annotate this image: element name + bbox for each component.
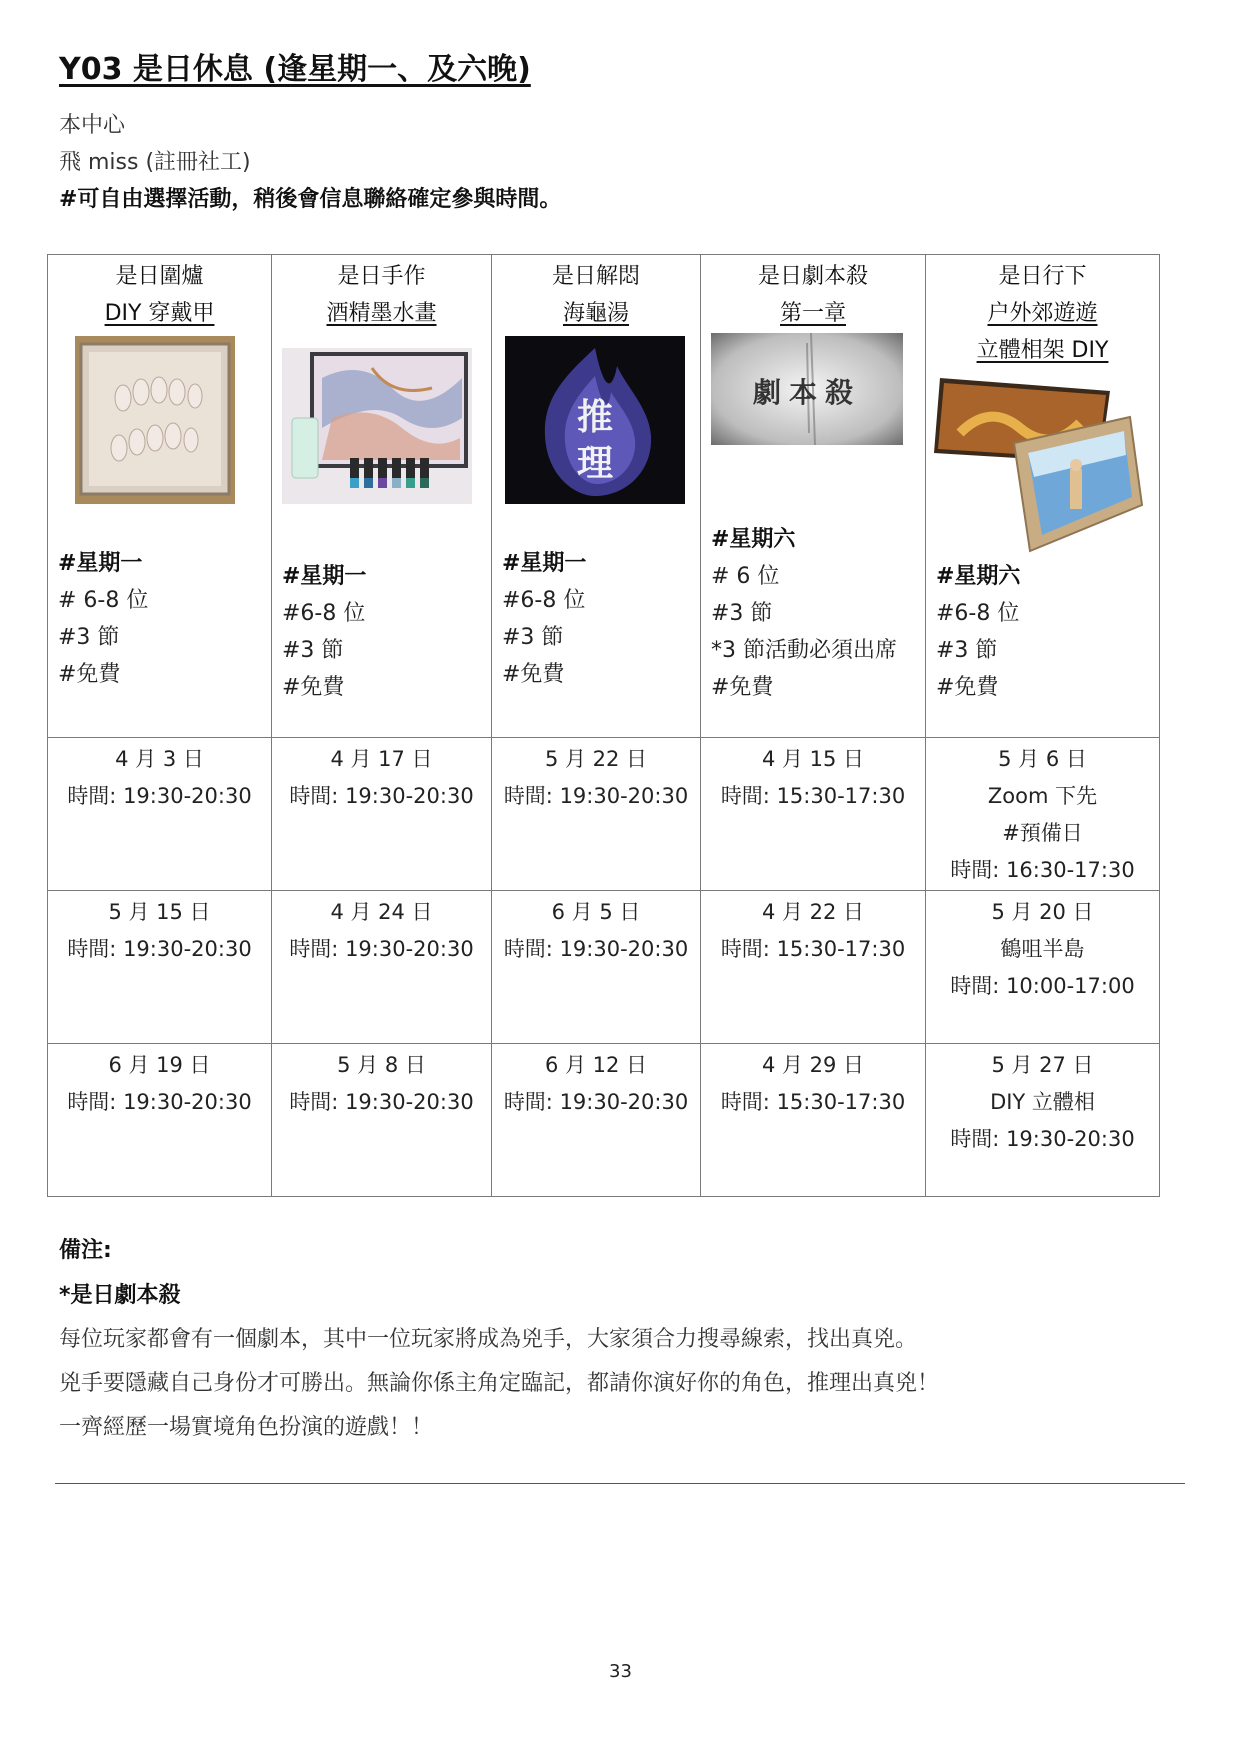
session-row: [48, 1044, 1160, 1197]
activity-subtitle: 户外郊遊遊: [987, 301, 1098, 326]
tag-day: #星期一: [58, 551, 143, 576]
session-date: 4 月 24 日: [330, 900, 433, 924]
session-time: 時間: 10:00-17:00: [950, 974, 1135, 998]
staff-text: 飛 miss (註冊社工): [59, 150, 251, 175]
session-date: 4 月 3 日: [115, 747, 204, 771]
activity-tags: [58, 545, 148, 693]
session-cell: [492, 891, 701, 1044]
session-date: 5 月 15 日: [108, 900, 211, 924]
selection-note: #可自由選擇活動，稍後會信息聯絡確定參與時間。: [59, 187, 562, 212]
activity-tags: [282, 558, 366, 706]
activity-category: 是日手作: [337, 264, 426, 289]
session-date: 4 月 17 日: [330, 747, 433, 771]
tag-day: #星期一: [282, 564, 367, 589]
session-date: 5 月 27 日: [991, 1053, 1094, 1077]
activity-schedule-table: [47, 254, 1160, 1197]
session-date: 5 月 8 日: [337, 1053, 426, 1077]
tag-sessions: #3 節: [282, 638, 344, 663]
session-date: 6 月 12 日: [544, 1053, 648, 1077]
activity-cell-nails: [48, 255, 272, 738]
session-cell: [492, 738, 701, 891]
session-detail: Zoom 下先: [987, 784, 1098, 808]
tag-capacity: #6-8 位: [282, 601, 366, 626]
session-cell: [272, 738, 492, 891]
session-time: 時間: 15:30-17:30: [720, 1090, 906, 1114]
page-number: 33: [609, 1661, 632, 1682]
session-row: [48, 738, 1160, 891]
tag-sessions: #3 節: [502, 625, 564, 650]
3d-photo-frame-photo: [930, 373, 1144, 557]
session-date: 5 月 22 日: [544, 747, 648, 771]
activity-category: 是日解悶: [551, 264, 640, 289]
session-time: 時間: 19:30-20:30: [503, 784, 689, 808]
activity-subtitle: 酒精墨水畫: [326, 301, 437, 326]
activity-cell-outing: [926, 255, 1160, 738]
session-cell: [48, 891, 272, 1044]
session-time: 時間: 19:30-20:30: [950, 1127, 1135, 1151]
logo-char: 推: [576, 396, 613, 438]
logo-char: 理: [576, 442, 613, 484]
session-cell: [492, 1044, 701, 1197]
tag-fee: #免費: [58, 662, 121, 687]
session-cell: [701, 1044, 926, 1197]
activity-subtitle: 立體相架 DIY: [976, 338, 1109, 363]
notes-label: 備注:: [59, 1238, 112, 1263]
session-time: 時間: 19:30-20:30: [67, 937, 252, 961]
session-cell: [926, 891, 1160, 1044]
tag-attendance-note: *3 節活動必須出席: [711, 638, 897, 663]
activity-category: 是日行下: [998, 264, 1087, 289]
session-time: 時間: 19:30-20:30: [503, 937, 689, 961]
press-on-nails-photo: [75, 336, 235, 508]
tag-capacity: #6-8 位: [502, 588, 586, 613]
tag-capacity: #6-8 位: [936, 601, 1020, 626]
session-time: 時間: 16:30-17:30: [950, 858, 1135, 882]
notes-line: 一齊經歷一場實境角色扮演的遊戲！！: [59, 1415, 434, 1440]
activity-subtitle: 海龜湯: [562, 301, 629, 326]
tag-day: #星期六: [711, 527, 796, 552]
session-date: 4 月 15 日: [761, 747, 865, 771]
session-detail: 鶴咀半島: [1000, 937, 1085, 961]
session-date: 4 月 29 日: [761, 1053, 865, 1077]
session-time: 時間: 19:30-20:30: [289, 937, 474, 961]
notes-line: 每位玩家都會有一個劇本，其中一位玩家將成為兇手，大家須合力搜尋線索，找出真兇。: [59, 1327, 918, 1352]
session-row: [48, 891, 1160, 1044]
session-time: 時間: 19:30-20:30: [67, 784, 252, 808]
session-cell: [48, 738, 272, 891]
session-time: 時間: 19:30-20:30: [289, 1090, 474, 1114]
deduction-flame-logo: [505, 336, 685, 504]
activity-subtitle: 第一章: [779, 301, 846, 326]
session-cell: [701, 738, 926, 891]
footer-divider: [55, 1483, 1185, 1484]
session-cell: [701, 891, 926, 1044]
tag-day: #星期一: [502, 551, 587, 576]
session-date: 6 月 19 日: [108, 1053, 211, 1077]
location-text: 本中心: [59, 113, 126, 138]
activity-category: 是日圍爐: [115, 264, 204, 289]
session-time: 時間: 15:30-17:30: [720, 937, 906, 961]
session-cell: [926, 1044, 1160, 1197]
activity-subtitle: DIY 穿戴甲: [104, 301, 215, 326]
session-date: 5 月 20 日: [991, 900, 1094, 924]
page-title: Y03 是日休息 (逢星期一、及六晚): [59, 52, 531, 87]
tag-fee: #免費: [711, 675, 774, 700]
banner-text: 劇本殺: [752, 376, 861, 409]
activity-tags: [502, 545, 586, 693]
activity-header-row: [48, 255, 1160, 738]
session-date: 4 月 22 日: [761, 900, 865, 924]
script-murder-banner: [711, 333, 903, 445]
tag-capacity: # 6 位: [711, 564, 780, 589]
session-cell: [926, 738, 1160, 891]
activity-tags: [936, 558, 1020, 706]
activity-tags: [711, 521, 897, 706]
session-cell: [48, 1044, 272, 1197]
tag-sessions: #3 節: [711, 601, 773, 626]
notes-subtitle: *是日劇本殺: [59, 1283, 181, 1308]
tag-day: #星期六: [936, 564, 1021, 589]
alcohol-ink-painting-photo: [282, 348, 472, 508]
tag-fee: #免費: [502, 662, 565, 687]
session-time: 時間: 19:30-20:30: [503, 1090, 689, 1114]
activity-cell-ink-painting: [272, 255, 492, 738]
session-time: 時間: 19:30-20:30: [289, 784, 474, 808]
notes-line: 兇手要隱藏自己身份才可勝出。無論你係主角定臨記，都請你演好你的角色，推理出真兇！: [59, 1371, 940, 1396]
session-time: 時間: 19:30-20:30: [67, 1090, 252, 1114]
tag-capacity: # 6-8 位: [58, 588, 149, 613]
activity-cell-script-murder: [701, 255, 926, 738]
tag-fee: #免費: [936, 675, 999, 700]
tag-fee: #免費: [282, 675, 345, 700]
session-detail: #預備日: [1002, 821, 1083, 845]
session-detail: DIY 立體相: [990, 1090, 1095, 1114]
tag-sessions: #3 節: [58, 625, 120, 650]
tag-sessions: #3 節: [936, 638, 998, 663]
activity-category: 是日劇本殺: [757, 264, 868, 289]
session-date: 6 月 5 日: [551, 900, 641, 924]
session-cell: [272, 1044, 492, 1197]
session-date: 5 月 6 日: [998, 747, 1087, 771]
session-cell: [272, 891, 492, 1044]
activity-cell-turtle-soup: [492, 255, 701, 738]
session-time: 時間: 15:30-17:30: [720, 784, 906, 808]
